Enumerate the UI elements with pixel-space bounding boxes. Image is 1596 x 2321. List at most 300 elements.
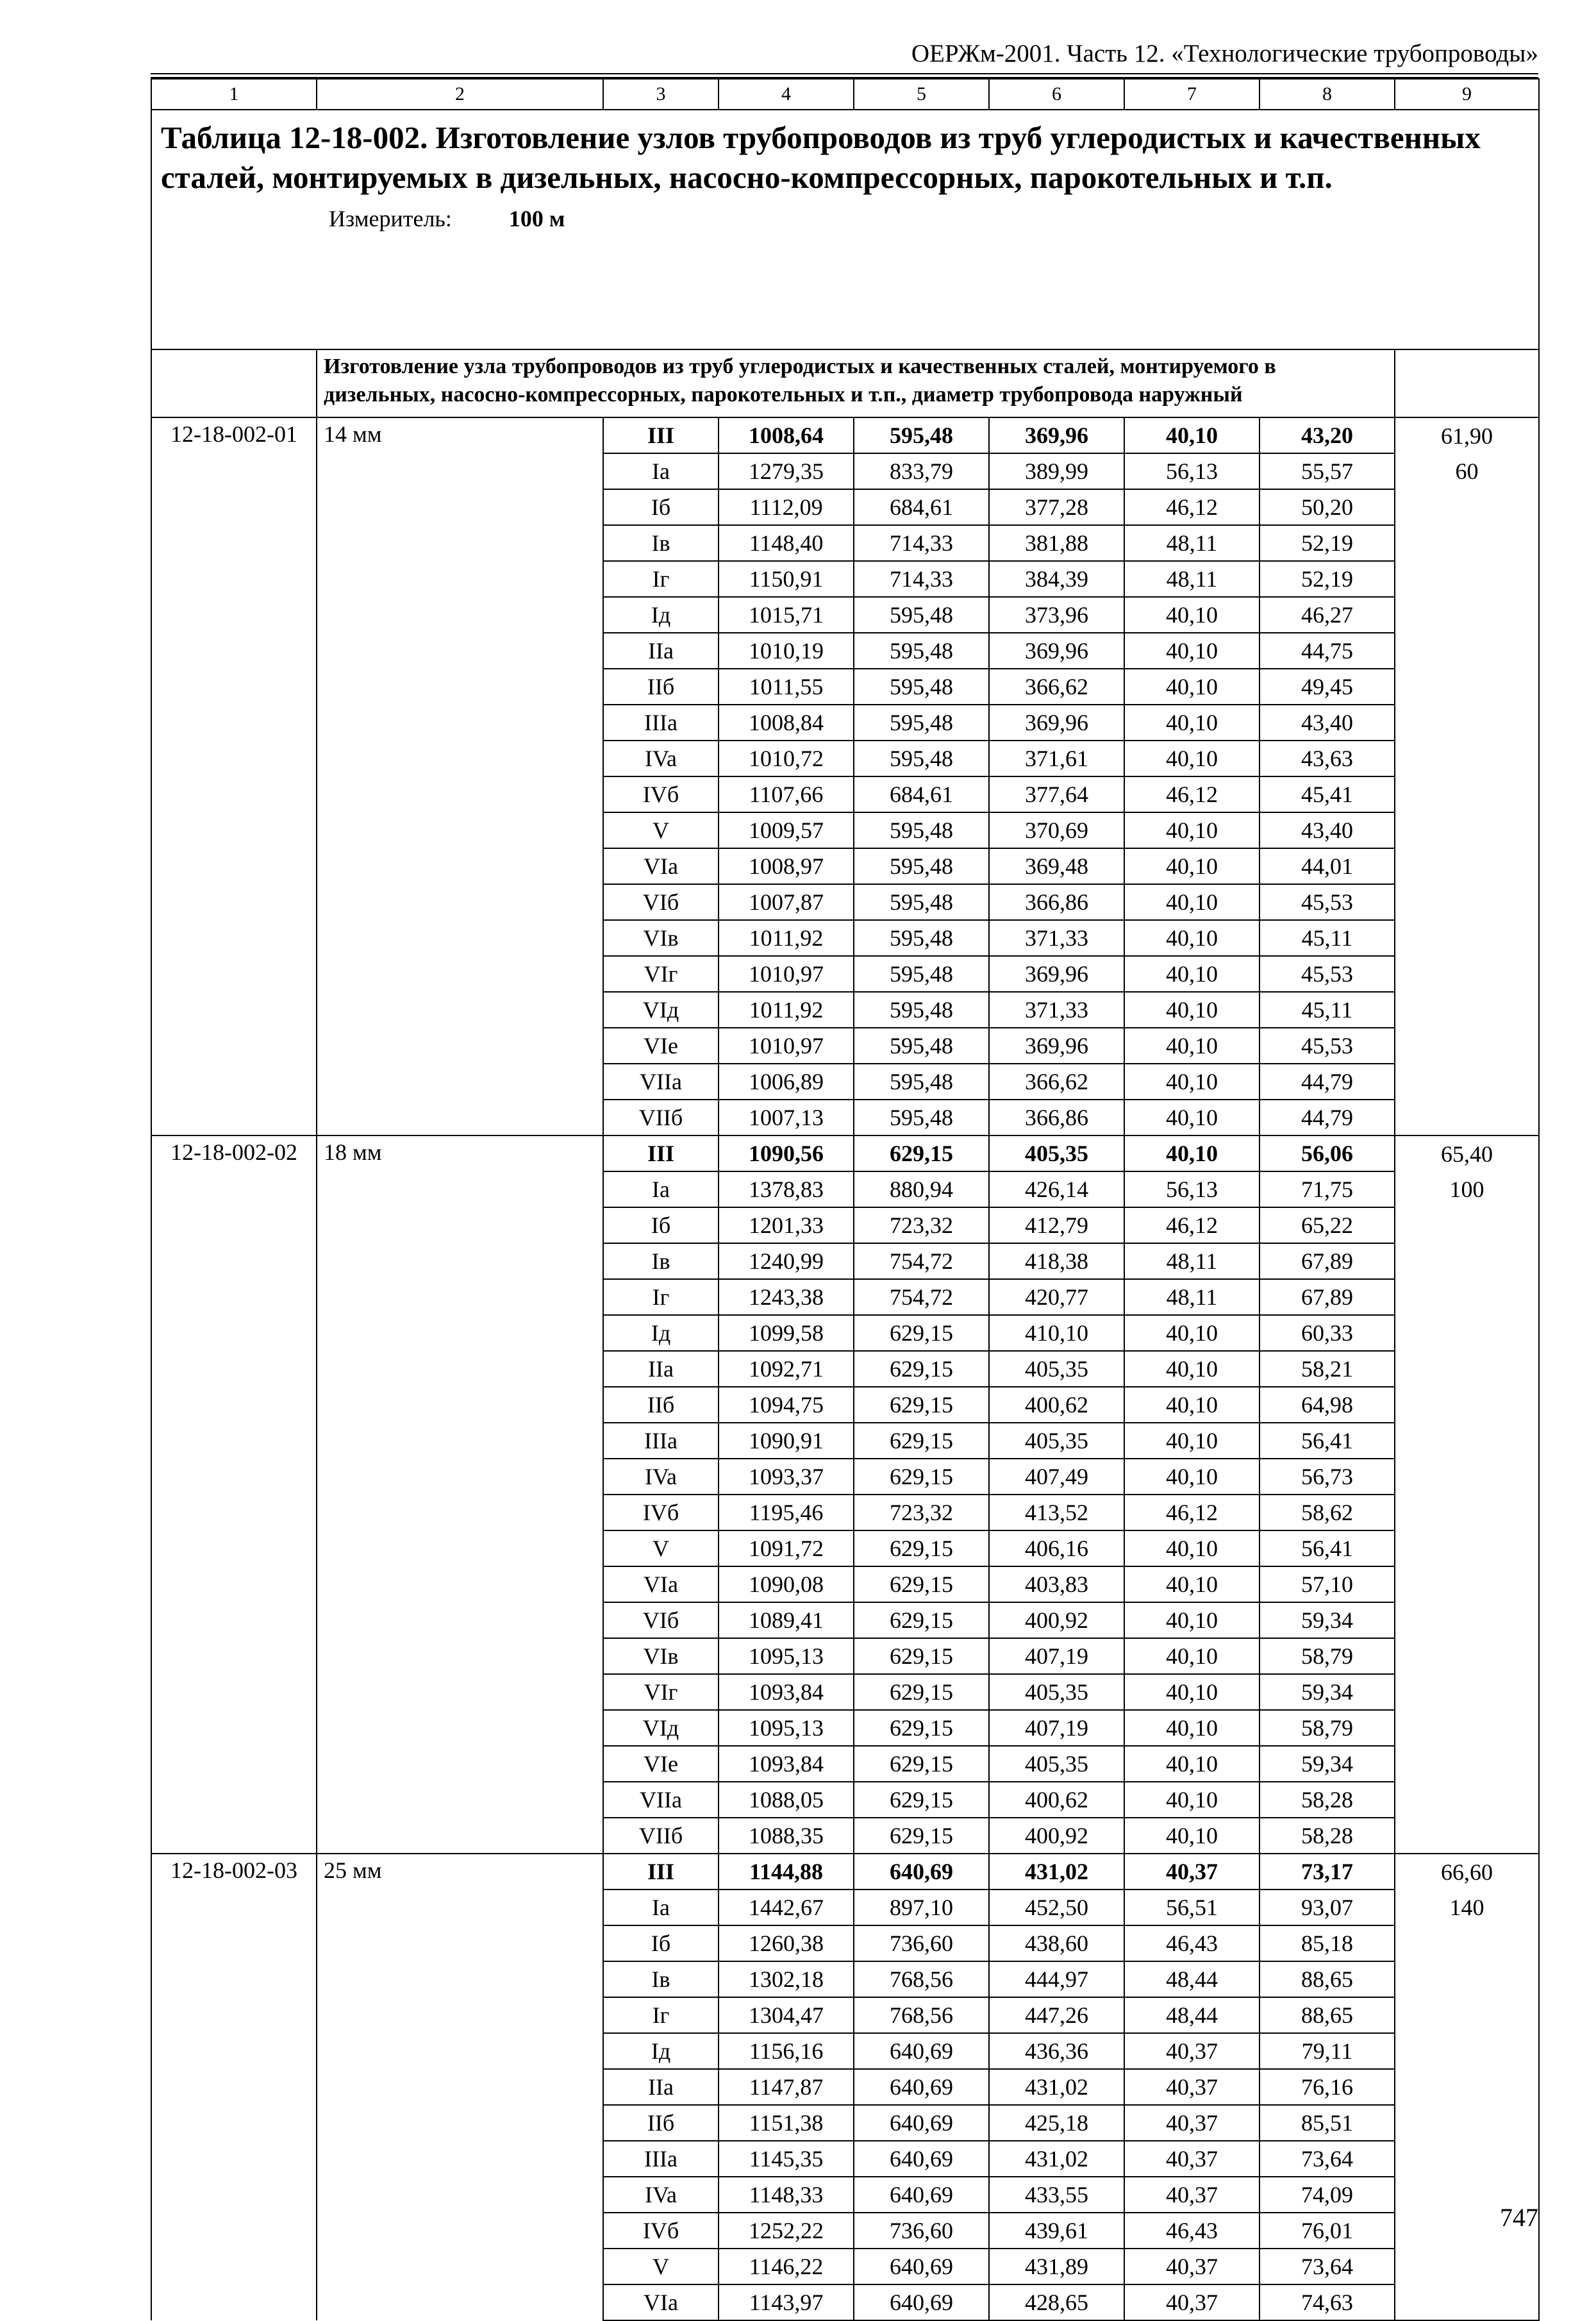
rate-code-continuation — [151, 1207, 317, 1243]
table-row — [151, 2105, 1539, 2141]
rate-code-continuation — [151, 1889, 317, 1925]
materials-cost: 43,63 — [1259, 741, 1395, 776]
rate-code-continuation — [151, 1710, 317, 1746]
pipe-diameter-continuation — [317, 1351, 603, 1387]
driver-wages: 40,10 — [1124, 417, 1259, 453]
running-header: ОЕРЖм-2001. Часть 12. «Технологические трубопроводы» — [911, 40, 1538, 67]
region-zone: III — [603, 1135, 719, 1171]
rate-code-continuation — [151, 1459, 317, 1495]
table-row — [151, 1566, 1539, 1602]
table-row — [151, 1279, 1539, 1315]
total-cost: 1009,57 — [719, 812, 854, 848]
rate-code-continuation — [151, 920, 317, 956]
title-row — [151, 110, 1539, 349]
rate-code-continuation — [151, 1782, 317, 1818]
machine-cost: 369,48 — [989, 848, 1124, 884]
machine-cost: 369,96 — [989, 1028, 1124, 1064]
materials-cost: 45,11 — [1259, 920, 1395, 956]
pipe-diameter-continuation — [317, 1674, 603, 1710]
wages-cost: 640,69 — [854, 1854, 989, 1889]
table-row — [151, 741, 1539, 776]
col9-empty — [1395, 1782, 1539, 1818]
rate-code-continuation — [151, 669, 317, 705]
col9-empty — [1395, 1243, 1539, 1279]
machine-cost: 371,33 — [989, 920, 1124, 956]
machine-cost: 413,52 — [989, 1495, 1124, 1530]
pipe-diameter-continuation — [317, 453, 603, 489]
col9-empty — [1395, 2105, 1539, 2141]
pipe-diameter-continuation — [317, 1530, 603, 1566]
driver-wages: 40,10 — [1124, 1602, 1259, 1638]
machine-cost: 369,96 — [989, 956, 1124, 992]
total-cost: 1378,83 — [719, 1171, 854, 1207]
wages-cost: 723,32 — [854, 1495, 989, 1530]
region-zone: VIд — [603, 992, 719, 1028]
region-zone: IIIa — [603, 705, 719, 741]
driver-wages: 40,10 — [1124, 1423, 1259, 1459]
region-zone: Iг — [603, 561, 719, 597]
region-zone: VIг — [603, 1674, 719, 1710]
rate-code-continuation — [151, 884, 317, 920]
region-zone: IIб — [603, 2105, 719, 2141]
pipe-diameter-continuation — [317, 1602, 603, 1638]
region-zone: IIa — [603, 2069, 719, 2105]
machine-cost: 371,61 — [989, 741, 1124, 776]
materials-cost: 74,09 — [1259, 2177, 1395, 2213]
wages-cost: 595,48 — [854, 669, 989, 705]
table-row — [151, 1854, 1539, 1889]
machine-cost: 431,89 — [989, 2249, 1124, 2284]
driver-wages: 40,10 — [1124, 1746, 1259, 1782]
total-cost: 1093,84 — [719, 1674, 854, 1710]
total-cost: 1008,84 — [719, 705, 854, 741]
machine-cost: 381,88 — [989, 525, 1124, 561]
wages-cost: 736,60 — [854, 2213, 989, 2249]
machine-cost: 439,61 — [989, 2213, 1124, 2249]
table-row — [151, 1243, 1539, 1279]
col9-empty — [1395, 1638, 1539, 1674]
pipe-diameter-continuation — [317, 1889, 603, 1925]
pipe-diameter-continuation — [317, 2105, 603, 2141]
column-number: 4 — [719, 79, 854, 110]
wages-cost: 640,69 — [854, 2249, 989, 2284]
materials-cost: 74,63 — [1259, 2284, 1395, 2320]
col9-empty — [1395, 920, 1539, 956]
machine-cost: 407,49 — [989, 1459, 1124, 1495]
rate-code-continuation — [151, 1028, 317, 1064]
table-row — [151, 417, 1539, 453]
wages-cost: 897,10 — [854, 1889, 989, 1925]
machine-cost: 407,19 — [989, 1638, 1124, 1674]
rate-code-continuation — [151, 1387, 317, 1423]
materials-cost: 52,19 — [1259, 525, 1395, 561]
title-cell — [151, 110, 1539, 349]
table-row — [151, 1495, 1539, 1530]
total-cost: 1094,75 — [719, 1387, 854, 1423]
pipe-diameter-continuation — [317, 1925, 603, 1961]
wages-cost: 640,69 — [854, 2069, 989, 2105]
machine-cost: 369,96 — [989, 705, 1124, 741]
table-row — [151, 2141, 1539, 2177]
header-rule — [151, 73, 1538, 74]
region-zone: Iб — [603, 1925, 719, 1961]
pipe-diameter-continuation — [317, 776, 603, 812]
table-row — [151, 1638, 1539, 1674]
materials-cost: 50,20 — [1259, 489, 1395, 525]
total-cost: 1090,08 — [719, 1566, 854, 1602]
materials-cost: 56,73 — [1259, 1459, 1395, 1495]
machine-cost: 431,02 — [989, 2141, 1124, 2177]
wages-cost: 595,48 — [854, 417, 989, 453]
total-cost: 1151,38 — [719, 2105, 854, 2141]
col9-empty — [1395, 489, 1539, 525]
col9-empty — [1395, 992, 1539, 1028]
machine-cost: 405,35 — [989, 1674, 1124, 1710]
wages-cost: 640,69 — [854, 2284, 989, 2320]
driver-wages: 56,13 — [1124, 453, 1259, 489]
total-cost: 1011,92 — [719, 920, 854, 956]
wages-cost: 595,48 — [854, 597, 989, 633]
table-row — [151, 1925, 1539, 1961]
region-zone: VIв — [603, 920, 719, 956]
wages-cost: 754,72 — [854, 1279, 989, 1315]
total-cost: 1095,13 — [719, 1710, 854, 1746]
machine-cost: 436,36 — [989, 2033, 1124, 2069]
column-number-row — [151, 79, 1539, 110]
machine-cost: 366,86 — [989, 884, 1124, 920]
description-empty-cell — [1395, 349, 1539, 417]
table-row — [151, 1710, 1539, 1746]
labor-cost: 61,90 — [1395, 417, 1539, 453]
estimate-table — [151, 78, 1540, 2321]
region-zone: V — [603, 812, 719, 848]
materials-cost: 73,17 — [1259, 1854, 1395, 1889]
materials-cost: 44,75 — [1259, 633, 1395, 669]
driver-wages: 40,37 — [1124, 2249, 1259, 2284]
materials-cost: 58,28 — [1259, 1782, 1395, 1818]
pipe-diameter-continuation — [317, 812, 603, 848]
rate-code-continuation — [151, 1495, 317, 1530]
wages-cost: 595,48 — [854, 705, 989, 741]
pipe-diameter-continuation — [317, 992, 603, 1028]
pipe-diameter-continuation — [317, 489, 603, 525]
pipe-diameter-continuation — [317, 1710, 603, 1746]
table-row — [151, 1135, 1539, 1171]
machine-cost: 405,35 — [989, 1135, 1124, 1171]
driver-wages: 40,10 — [1124, 1315, 1259, 1351]
table-row — [151, 776, 1539, 812]
materials-cost: 46,27 — [1259, 597, 1395, 633]
table-row — [151, 2213, 1539, 2249]
wages-cost: 629,15 — [854, 1423, 989, 1459]
materials-cost: 64,98 — [1259, 1387, 1395, 1423]
column-number: 8 — [1259, 79, 1395, 110]
region-zone: VIб — [603, 1602, 719, 1638]
region-zone: IVб — [603, 776, 719, 812]
table-row — [151, 1997, 1539, 2033]
region-zone: IIa — [603, 633, 719, 669]
total-cost: 1090,56 — [719, 1135, 854, 1171]
wages-cost: 629,15 — [854, 1638, 989, 1674]
region-zone: IVб — [603, 2213, 719, 2249]
wages-cost: 629,15 — [854, 1566, 989, 1602]
machine-cost: 377,28 — [989, 489, 1124, 525]
region-zone: Iб — [603, 1207, 719, 1243]
materials-cost: 79,11 — [1259, 2033, 1395, 2069]
pipe-diameter-continuation — [317, 705, 603, 741]
region-zone: VIa — [603, 2284, 719, 2320]
pipe-diameter-continuation — [317, 1566, 603, 1602]
materials-cost: 57,10 — [1259, 1566, 1395, 1602]
wages-cost: 595,48 — [854, 741, 989, 776]
region-zone: IIIa — [603, 2141, 719, 2177]
table-row — [151, 992, 1539, 1028]
col9-empty — [1395, 1028, 1539, 1064]
wages-cost: 640,69 — [854, 2177, 989, 2213]
total-cost: 1008,97 — [719, 848, 854, 884]
col9-empty — [1395, 1530, 1539, 1566]
rate-code-continuation — [151, 2141, 317, 2177]
pipe-diameter-continuation — [317, 1100, 603, 1135]
materials-cost: 43,20 — [1259, 417, 1395, 453]
labor-cost: 66,60 — [1395, 1854, 1539, 1889]
materials-cost: 43,40 — [1259, 705, 1395, 741]
wages-cost: 595,48 — [854, 633, 989, 669]
rate-code-continuation — [151, 2249, 317, 2284]
materials-cost: 58,62 — [1259, 1495, 1395, 1530]
region-zone: Iг — [603, 1997, 719, 2033]
col9-empty — [1395, 1064, 1539, 1100]
pipe-diameter-continuation — [317, 1638, 603, 1674]
machine-cost: 366,62 — [989, 669, 1124, 705]
wages-cost: 595,48 — [854, 848, 989, 884]
table-row — [151, 1961, 1539, 1997]
driver-wages: 40,37 — [1124, 2284, 1259, 2320]
table-row — [151, 1028, 1539, 1064]
machine-cost: 400,92 — [989, 1602, 1124, 1638]
wages-cost: 640,69 — [854, 2105, 989, 2141]
machine-cost: 418,38 — [989, 1243, 1124, 1279]
rate-code-continuation — [151, 1423, 317, 1459]
driver-wages: 40,10 — [1124, 1135, 1259, 1171]
region-zone: VIa — [603, 848, 719, 884]
total-cost: 1147,87 — [719, 2069, 854, 2105]
wages-cost: 684,61 — [854, 776, 989, 812]
rate-code-continuation — [151, 1243, 317, 1279]
driver-wages: 46,12 — [1124, 1207, 1259, 1243]
machine-cost: 369,96 — [989, 417, 1124, 453]
col9-empty — [1395, 848, 1539, 884]
driver-wages: 40,37 — [1124, 1854, 1259, 1889]
col9-empty — [1395, 1315, 1539, 1351]
col9-empty — [1395, 776, 1539, 812]
table-row — [151, 1674, 1539, 1710]
wages-cost: 629,15 — [854, 1782, 989, 1818]
driver-wages: 48,44 — [1124, 1997, 1259, 2033]
machine-cost: 410,10 — [989, 1315, 1124, 1351]
driver-wages: 40,10 — [1124, 1351, 1259, 1387]
region-zone: VIa — [603, 1566, 719, 1602]
wages-cost: 880,94 — [854, 1171, 989, 1207]
machine-cost: 405,35 — [989, 1351, 1124, 1387]
table-row — [151, 2069, 1539, 2105]
col9-empty — [1395, 956, 1539, 992]
materials-cost: 58,79 — [1259, 1710, 1395, 1746]
driver-wages: 40,10 — [1124, 669, 1259, 705]
col9-empty — [1395, 1279, 1539, 1315]
driver-wages: 46,43 — [1124, 1925, 1259, 1961]
total-cost: 1144,88 — [719, 1854, 854, 1889]
pipe-diameter-continuation — [317, 1387, 603, 1423]
wages-cost: 833,79 — [854, 453, 989, 489]
total-cost: 1260,38 — [719, 1925, 854, 1961]
region-zone: IIб — [603, 1387, 719, 1423]
pipe-diameter-continuation — [317, 920, 603, 956]
pipe-diameter-continuation — [317, 2033, 603, 2069]
rate-code-continuation — [151, 1566, 317, 1602]
rate-code-continuation — [151, 561, 317, 597]
total-cost: 1011,92 — [719, 992, 854, 1028]
wages-cost: 754,72 — [854, 1243, 989, 1279]
materials-cost: 44,79 — [1259, 1100, 1395, 1135]
col9-empty — [1395, 2069, 1539, 2105]
materials-cost: 76,16 — [1259, 2069, 1395, 2105]
materials-cost: 45,41 — [1259, 776, 1395, 812]
wages-cost: 714,33 — [854, 561, 989, 597]
table-row — [151, 633, 1539, 669]
region-zone: Ia — [603, 1171, 719, 1207]
driver-wages: 40,10 — [1124, 1674, 1259, 1710]
region-zone: VIIa — [603, 1782, 719, 1818]
col9-empty — [1395, 1997, 1539, 2033]
rate-code-continuation — [151, 1100, 317, 1135]
table-row — [151, 561, 1539, 597]
wages-cost: 640,69 — [854, 2033, 989, 2069]
region-zone: Iд — [603, 597, 719, 633]
rate-code-continuation — [151, 956, 317, 992]
rate-code-continuation — [151, 2069, 317, 2105]
driver-wages: 40,37 — [1124, 2033, 1259, 2069]
wages-cost: 629,15 — [854, 1351, 989, 1387]
total-cost: 1156,16 — [719, 2033, 854, 2069]
total-cost: 1145,35 — [719, 2141, 854, 2177]
pipe-diameter-continuation — [317, 561, 603, 597]
driver-wages: 56,51 — [1124, 1889, 1259, 1925]
wages-cost: 768,56 — [854, 1961, 989, 1997]
region-zone: Iв — [603, 1961, 719, 1997]
total-cost: 1146,22 — [719, 2249, 854, 2284]
wages-cost: 595,48 — [854, 884, 989, 920]
machine-cost: 377,64 — [989, 776, 1124, 812]
pipe-diameter-continuation — [317, 2177, 603, 2213]
pipe-diameter-continuation — [317, 1782, 603, 1818]
table-row — [151, 525, 1539, 561]
materials-cost: 67,89 — [1259, 1279, 1395, 1315]
col9-empty — [1395, 1100, 1539, 1135]
machine-cost: 371,33 — [989, 992, 1124, 1028]
materials-cost: 88,65 — [1259, 1961, 1395, 1997]
col9-empty — [1395, 884, 1539, 920]
pipe-diameter-continuation — [317, 848, 603, 884]
total-cost: 1015,71 — [719, 597, 854, 633]
pipe-diameter-continuation — [317, 884, 603, 920]
driver-wages: 40,10 — [1124, 633, 1259, 669]
rate-code-continuation — [151, 1997, 317, 2033]
rate-code-continuation — [151, 2177, 317, 2213]
machine-cost: 405,35 — [989, 1423, 1124, 1459]
rate-code-continuation — [151, 1818, 317, 1854]
page-number: 747 — [1500, 2203, 1538, 2232]
machine-cost: 366,62 — [989, 1064, 1124, 1100]
table-row — [151, 705, 1539, 741]
pipe-diameter-continuation — [317, 1207, 603, 1243]
region-zone: IVa — [603, 741, 719, 776]
wages-cost: 684,61 — [854, 489, 989, 525]
table-row — [151, 1207, 1539, 1243]
materials-cost: 43,40 — [1259, 812, 1395, 848]
materials-cost: 55,57 — [1259, 453, 1395, 489]
rate-code-continuation — [151, 2284, 317, 2320]
driver-wages: 48,11 — [1124, 561, 1259, 597]
materials-cost: 58,28 — [1259, 1818, 1395, 1854]
total-cost: 1243,38 — [719, 1279, 854, 1315]
driver-wages: 40,10 — [1124, 920, 1259, 956]
pipe-diameter-continuation — [317, 1459, 603, 1495]
col9-empty — [1395, 1351, 1539, 1387]
column-number: 3 — [603, 79, 719, 110]
wages-cost: 595,48 — [854, 992, 989, 1028]
driver-wages: 40,10 — [1124, 1710, 1259, 1746]
machine-cost: 403,83 — [989, 1566, 1124, 1602]
wages-cost: 629,15 — [854, 1602, 989, 1638]
total-cost: 1148,40 — [719, 525, 854, 561]
machine-cost: 400,62 — [989, 1387, 1124, 1423]
total-cost: 1279,35 — [719, 453, 854, 489]
wages-cost: 595,48 — [854, 1064, 989, 1100]
table-row — [151, 884, 1539, 920]
materials-cost: 73,64 — [1259, 2249, 1395, 2284]
total-cost: 1010,19 — [719, 633, 854, 669]
column-number: 1 — [151, 79, 317, 110]
machine-cost: 452,50 — [989, 1889, 1124, 1925]
total-cost: 1150,91 — [719, 561, 854, 597]
rate-code-continuation — [151, 1351, 317, 1387]
table-title: Таблица 12-18-002. Изготовление узлов трубопроводов из труб углеродистых и качественных сталей, монтируемых в дизельных, насосно-компрессорных, парокотельных и т.п. — [161, 120, 1481, 195]
machine-cost: 433,55 — [989, 2177, 1124, 2213]
pipe-diameter-continuation — [317, 1171, 603, 1207]
pipe-diameter-continuation — [317, 2284, 603, 2320]
col9-empty — [1395, 705, 1539, 741]
driver-wages: 40,10 — [1124, 1028, 1259, 1064]
table-row — [151, 1602, 1539, 1638]
materials-cost: 44,01 — [1259, 848, 1395, 884]
materials-cost: 49,45 — [1259, 669, 1395, 705]
rate-code-continuation — [151, 1961, 317, 1997]
region-zone: VIв — [603, 1638, 719, 1674]
driver-wages: 48,11 — [1124, 1243, 1259, 1279]
pipe-diameter-continuation — [317, 1028, 603, 1064]
rate-code-continuation — [151, 633, 317, 669]
measure-value: 100 м — [508, 206, 565, 231]
rate-code-continuation — [151, 1602, 317, 1638]
driver-wages: 46,12 — [1124, 1495, 1259, 1530]
region-zone: Iд — [603, 1315, 719, 1351]
region-zone: III — [603, 417, 719, 453]
wages-cost: 629,15 — [854, 1674, 989, 1710]
machine-cost: 420,77 — [989, 1279, 1124, 1315]
col9-empty — [1395, 1495, 1539, 1530]
total-cost: 1090,91 — [719, 1423, 854, 1459]
